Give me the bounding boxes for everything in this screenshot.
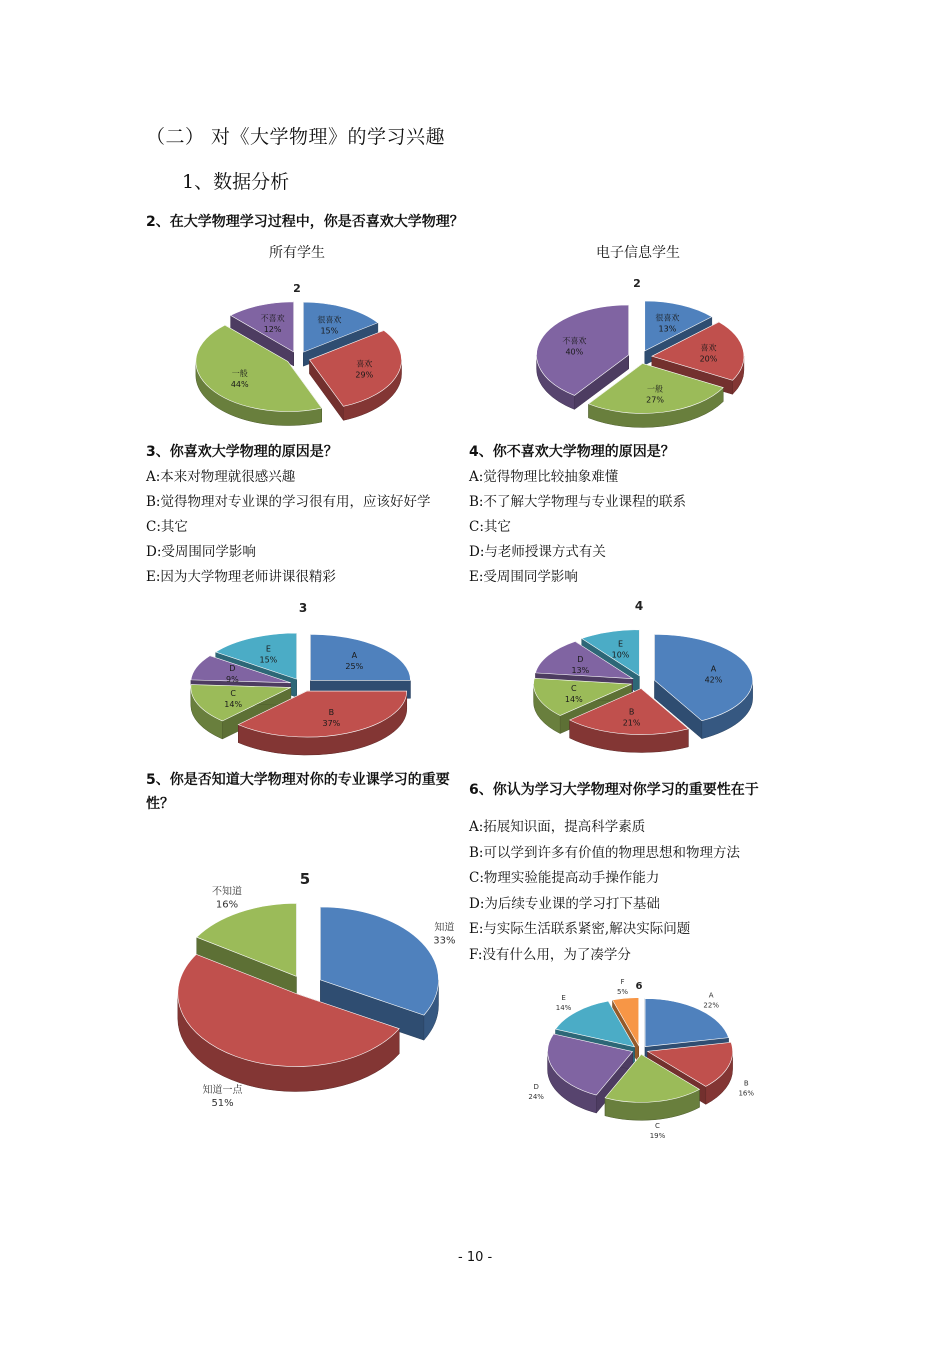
q6-option-a: A:拓展知识面，提高科学素质 xyxy=(469,819,646,835)
slice-category-label: 喜欢 xyxy=(700,343,717,353)
slice-percent-label: 15% xyxy=(259,655,278,665)
chart-title: 2 xyxy=(293,282,301,295)
subsection-heading: 1、数据分析 xyxy=(182,171,290,193)
slice-category-label: 喜欢 xyxy=(356,359,373,369)
slice-percent-label: 24% xyxy=(528,1093,544,1102)
q6-options xyxy=(469,815,740,968)
slice-percent-label: 37% xyxy=(322,719,341,729)
q4-option-c: C:其它 xyxy=(469,519,511,535)
slice-category-label: B xyxy=(743,1079,749,1088)
q3-option-a: A:本来对物理就很感兴趣 xyxy=(146,469,296,485)
q4-option-a: A:觉得物理比较抽象难懂 xyxy=(469,469,619,485)
q5-title xyxy=(146,768,450,816)
chart-title: 3 xyxy=(298,601,308,615)
slice-category-label: E xyxy=(265,644,271,654)
q2-left-caption: 所有学生 xyxy=(269,245,325,261)
slice-category-label: 知道 xyxy=(434,922,455,934)
chart-q4 xyxy=(535,590,760,755)
slice-percent-label: 22% xyxy=(703,1001,719,1010)
slice-category-label: 一般 xyxy=(647,384,664,394)
q3-option-d: D:受周围同学影响 xyxy=(146,544,256,560)
slice-percent-label: 29% xyxy=(355,370,374,380)
chart-title: 4 xyxy=(634,599,644,613)
slice-category-label: 不喜欢 xyxy=(260,314,285,324)
slice-percent-label: 20% xyxy=(699,354,718,364)
q3-option-e: E:因为大学物理老师讲课很精彩 xyxy=(146,569,336,585)
slice-percent-label: 12% xyxy=(263,325,282,335)
page-number: - 10 - xyxy=(458,1250,493,1265)
slice-category-label: D xyxy=(533,1083,539,1092)
slice-category-label: 知道一点 xyxy=(202,1085,243,1097)
chart-q5 xyxy=(180,860,456,1110)
slice-percent-label: 15% xyxy=(320,326,339,336)
q3-option-c: C:其它 xyxy=(146,519,188,535)
slice-category-label: C xyxy=(230,688,236,698)
q4-title: 4、你不喜欢大学物理的原因是？ xyxy=(469,444,675,460)
slice-category-label: A xyxy=(351,651,358,661)
slice-a xyxy=(310,634,410,680)
slice-percent-label: 51% xyxy=(211,1098,234,1110)
slice-category-label: 很喜欢 xyxy=(655,313,680,323)
q2-right-caption: 电子信息学生 xyxy=(596,245,680,261)
slice-category-label: B xyxy=(628,707,635,717)
chart-q3 xyxy=(190,590,415,765)
slice-percent-label: 27% xyxy=(646,395,664,405)
chart-q2-all xyxy=(190,270,410,430)
q6-option-e: E:与实际生活联系紧密,解决实际问题 xyxy=(469,921,691,937)
section-heading: （二） 对《大学物理》的学习兴趣 xyxy=(146,126,446,148)
q2-title: 2、在大学物理学习过程中，你是否喜欢大学物理？ xyxy=(146,214,464,230)
slice-category-label: C xyxy=(571,683,577,693)
slice-percent-label: 44% xyxy=(230,380,249,390)
slice-percent-label: 5% xyxy=(616,987,629,996)
slice-category-label: A xyxy=(708,991,714,1000)
slice-category-label: E xyxy=(617,639,624,649)
slice-percent-label: 16% xyxy=(215,899,239,911)
q3-option-b: B:觉得物理对专业课的学习很有用，应该好好学 xyxy=(146,494,431,510)
q6-option-c: C:物理实验能提高动手操作能力 xyxy=(469,870,660,886)
slice-category-label: E xyxy=(561,994,566,1003)
q6-option-f: F:没有什么用，为了凑学分 xyxy=(469,946,631,963)
slice-category-label: A xyxy=(710,664,717,674)
slice-percent-label: 10% xyxy=(611,650,630,660)
slice-percent-label: 25% xyxy=(345,662,364,672)
chart-q2-ee xyxy=(530,265,750,430)
slice-percent-label: 40% xyxy=(565,347,584,357)
slice-percent-label: 13% xyxy=(571,666,590,676)
slice-category-label: D xyxy=(229,664,236,674)
slice-percent-label: 9% xyxy=(226,675,239,685)
slice-category-label: 很喜欢 xyxy=(317,315,342,325)
q4-option-e: E:受周围同学影响 xyxy=(469,569,578,585)
q6-option-d: D:为后续专业课的学习打下基础 xyxy=(469,895,660,912)
chart-title: 5 xyxy=(299,870,311,888)
slice-category-label: 不知道 xyxy=(211,886,242,898)
slice-category-label: C xyxy=(655,1122,660,1131)
slice-percent-label: 42% xyxy=(704,675,723,685)
slice-percent-label: 21% xyxy=(622,718,641,728)
chart-q6 xyxy=(528,975,755,1145)
chart-title: 2 xyxy=(633,277,641,290)
q5-title-line2: 性？ xyxy=(146,796,174,812)
q5-title-line1: 5、你是否知道大学物理对你的专业课学习的重要 xyxy=(146,772,450,788)
q3-options xyxy=(146,465,430,590)
slice-percent-label: 14% xyxy=(564,694,583,704)
slice-percent-label: 13% xyxy=(658,324,677,334)
q4-option-d: D:与老师授课方式有关 xyxy=(469,544,606,560)
slice-category-label: 一般 xyxy=(231,369,248,379)
q6-title: 6、你认为学习大学物理对你学习的重要性在于 xyxy=(469,782,759,798)
slice-percent-label: 33% xyxy=(433,935,456,947)
q6-option-b: B:可以学到许多有价值的物理思想和物理方法 xyxy=(469,844,740,861)
q3-title: 3、你喜欢大学物理的原因是？ xyxy=(146,444,338,460)
slice-percent-label: 19% xyxy=(649,1132,666,1141)
slice-category-label: F xyxy=(620,977,625,986)
slice-percent-label: 16% xyxy=(738,1089,755,1098)
slice-percent-label: 14% xyxy=(224,699,243,709)
slice-category-label: B xyxy=(328,708,335,718)
slice-percent-label: 14% xyxy=(555,1004,572,1013)
q4-options xyxy=(469,465,686,590)
slice-category-label: D xyxy=(577,655,584,665)
q4-option-b: B:不了解大学物理与专业课程的联系 xyxy=(469,494,686,510)
chart-title: 6 xyxy=(635,981,643,992)
slice-category-label: 不喜欢 xyxy=(562,336,587,346)
